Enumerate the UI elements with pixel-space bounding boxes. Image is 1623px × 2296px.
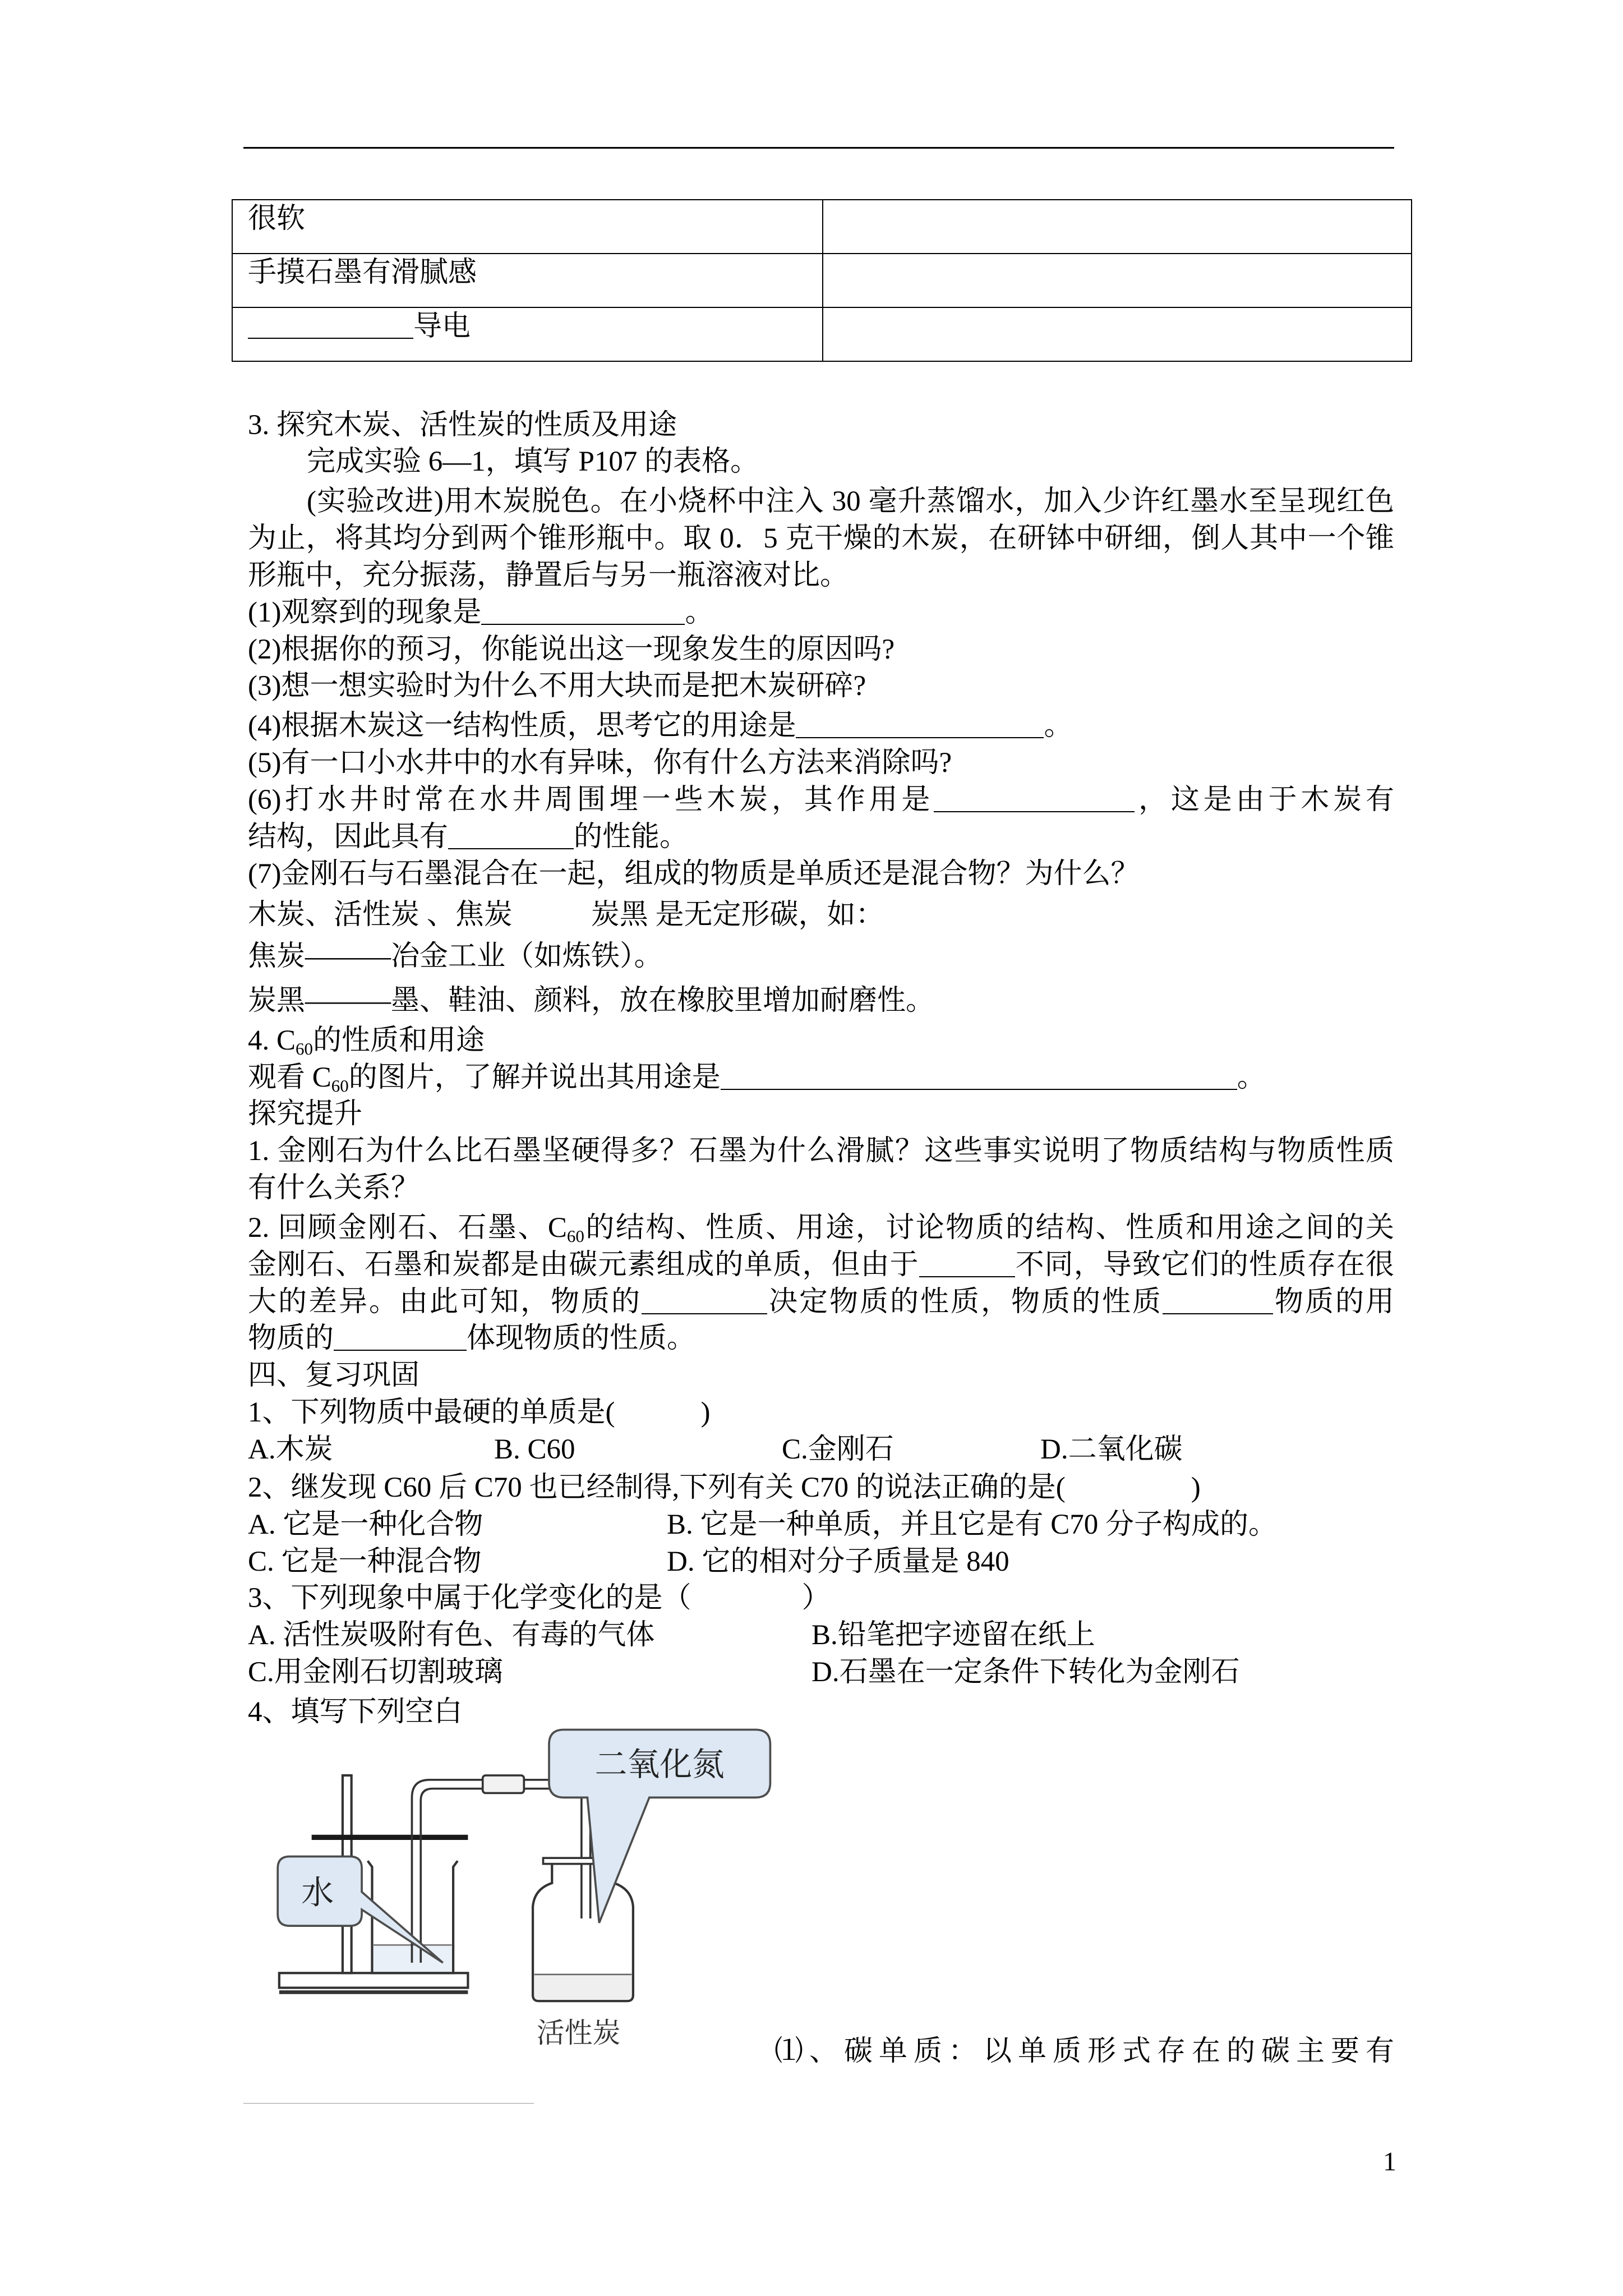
carbon-black-use-line: 炭黑———墨、鞋油、颜料，放在橡胶里增加耐磨性。 [248,985,935,1016]
callout-water [278,1857,442,1963]
stem-text: 3、下列现象中属于化学变化的是（ [248,1582,691,1614]
option-d: D. 它的相对分子质量是 840 [667,1546,1009,1577]
line-text: 观看 C [248,1062,331,1093]
section3-line3: 为止，将其均分到两个锥形瓶中。取 0．5 克干燥的木炭，在研钵中研细，倒人其中一个锥 [248,523,1394,554]
line-text: 物质的 [248,1323,334,1354]
tube-outer-left [412,1780,482,1963]
question-4 [248,707,1394,744]
option-a: A. 活性炭吸附有色、有毒的气体 [248,1619,655,1651]
stem-text: 2、继发现 C60 后 C70 也已经制得,下列有关 C70 的说法正确的是( [248,1472,1066,1503]
answer-space [615,1416,701,1421]
review-q1-options [248,1431,1394,1468]
option-b: B.铅笔把字迹留在纸上 [811,1619,1095,1651]
answer-blank [919,1254,1015,1277]
subscript: 60 [296,1039,313,1059]
review-q3-options-cd [248,1654,1394,1691]
table-cell-use [823,254,1412,307]
stem-text: 1、下列物质中最硬的单质是( [248,1397,615,1428]
subscript: 60 [566,1226,584,1246]
section3-line1: 完成实验 6—1，填写 P107 的表格。 [307,446,759,477]
answer-blank [1163,1291,1273,1314]
inquiry-p1-line1: 1. 金刚石为什么比石墨坚硬得多？石墨为什么滑腻？这些事实说明了物质结构与物质性质 [248,1135,1394,1167]
question-text: ，这是由于木炭有 [1135,784,1394,816]
question-text: (4)根据木炭这一结构性质，思考它的用途是 [248,710,796,742]
answer-blank [334,1327,467,1351]
inquiry-p2-line1 [248,1209,1394,1246]
stand-base [279,1973,468,1987]
inquiry-p2-line3 [248,1283,1394,1320]
section4-line [248,1059,1394,1096]
line-text: 体现物质的性质。 [467,1323,696,1354]
no2-label: 二氧化氮 [594,1745,725,1783]
answer-blank [796,715,1044,738]
review-q1-stem [248,1394,1394,1431]
title-text: 的性质和用途 [313,1025,485,1056]
line-text: 的结构、性质、用途，讨论物质的结构、性质和用途之间的关 [584,1212,1394,1244]
option-a: A.木炭 [248,1434,333,1465]
line-text: 不同，导致它们的性质存在很 [1015,1249,1394,1281]
line-text: 金刚石、石墨和炭都是由碳元素组成的单质，但由于 [248,1249,919,1281]
section3-line4: 形瓶中，充分振荡，静置后与另一瓶溶液对比。 [248,560,849,591]
option-b: B. C60 [494,1434,575,1465]
review-q2-options-cd [248,1543,1394,1580]
option-c: C.用金刚石切割玻璃 [248,1657,503,1688]
amorphous-text: 木炭、活性炭 、焦炭 [248,899,513,931]
delivery-tube [412,1775,590,1963]
inquiry-p2-line2 [248,1246,1394,1283]
answer-blank [934,789,1135,812]
table-row [232,254,1412,307]
graphite-property-table [232,199,1412,362]
question-text: (1)观察到的现象是 [248,597,482,628]
option-c: C.金刚石 [782,1434,894,1465]
coke-use-line: 焦炭———冶金工业（如炼铁）。 [248,941,663,972]
line-text: 2. 回顾金刚石、石墨、C [248,1212,567,1244]
gas-collecting-bottle [533,1858,633,2001]
line-text: 物质的用 [1272,1286,1394,1318]
line-text: 。 [1237,1062,1266,1093]
inquiry-p1-line2: 有什么关系？ [248,1172,420,1204]
header-rule [243,147,1394,149]
option-d: D.石墨在一定条件下转化为金刚石 [811,1657,1240,1688]
question-text: 。 [685,597,714,628]
footnote-separator [243,2103,534,2104]
option-c: C. 它是一种混合物 [248,1546,482,1577]
amorphous-carbon-line [248,896,1394,933]
tube-inner-left [421,1789,482,1963]
stem-text: ) [1191,1472,1201,1503]
answer-space [691,1602,802,1607]
table-cell-text: 导电 [413,311,471,342]
answer-blank [481,601,685,625]
option-d: D.二氧化碳 [1040,1434,1183,1465]
line-text: 决定物质的性质，物质的性质 [767,1286,1163,1318]
table-row [232,307,1412,361]
review-q4: 4、填写下列空白 [248,1696,463,1728]
table-cell-use [823,307,1412,361]
question-6 [248,781,1394,818]
inquiry-heading: 探究提升 [248,1098,363,1130]
table-cell-use [823,200,1412,254]
activated-carbon-layer [534,1975,632,2000]
question-text: 结构，因此具有 [248,821,449,853]
option-a: A. 它是一种化合物 [248,1509,483,1540]
question-2: (2)根据你的预习，你能说出这一现象发生的原因吗? [248,634,895,665]
spacing [513,918,591,924]
subscript: 60 [331,1076,349,1096]
answer-blank [448,826,574,849]
activated-carbon-label: 活性炭 [536,2016,621,2049]
section3-title: 3. 探究木炭、活性炭的性质及用途 [248,409,677,441]
table-cell-property: 手摸石墨有滑腻感 [232,254,823,307]
review-q3-stem [248,1580,1394,1617]
adsorption-apparatus-diagram [273,1719,773,2062]
stem-text: ) [700,1397,711,1428]
review-q2-stem [248,1469,1394,1506]
line-text: 大的差异。由此可知，物质的 [248,1286,642,1318]
question-text: 。 [1044,710,1073,742]
carbon-element-line: ⑴、碳单质：以单质形式存在的碳主要有 [774,2036,1394,2067]
question-3: (3)想一想实验时为什么不用大块而是把木炭研碎? [248,670,866,702]
rubber-connector [483,1775,524,1793]
line-text: 的图片，了解并说出其用途是 [348,1062,721,1093]
amorphous-text: 炭黑 是无定形碳，如： [591,899,884,931]
question-5: (5)有一口小水井中的水有异味，你有什么方法来消除吗? [248,747,952,779]
review-heading: 四、复习巩固 [248,1360,420,1391]
section4-title [248,1022,1394,1059]
page-number: 1 [1383,2147,1396,2177]
answer-space [1066,1491,1191,1497]
question-7: (7)金刚石与石墨混合在一起，组成的物质是单质还是混合物？为什么？ [248,858,1140,890]
answer-blank [721,1066,1237,1090]
section3-line2: (实验改进)用木炭脱色。在小烧杯中注入 30 毫升蒸馏水，加入少许红墨水至呈现红色 [307,486,1394,517]
question-text: 的性能。 [574,821,689,853]
water-label: 水 [301,1873,334,1912]
question-6-continued [248,818,1394,855]
review-q2-options-ab [248,1506,1394,1543]
inquiry-p2-line4 [248,1320,1394,1357]
review-q3-options-ab [248,1617,1394,1654]
stem-text: ） [801,1582,831,1614]
table-row [232,200,1412,254]
answer-blank [642,1291,767,1314]
table-cell-property [232,307,823,361]
tube-inner-right [524,1789,582,1918]
answer-blank [248,315,413,339]
option-b: B. 它是一种单质，并且它是有 C70 分子构成的。 [667,1509,1278,1540]
question-text: (6)打水井时常在水井周围埋一些木炭，其作用是 [248,784,934,816]
title-text: 4. C [248,1025,296,1056]
table-cell-property: 很软 [232,200,823,254]
question-1 [248,594,1394,631]
